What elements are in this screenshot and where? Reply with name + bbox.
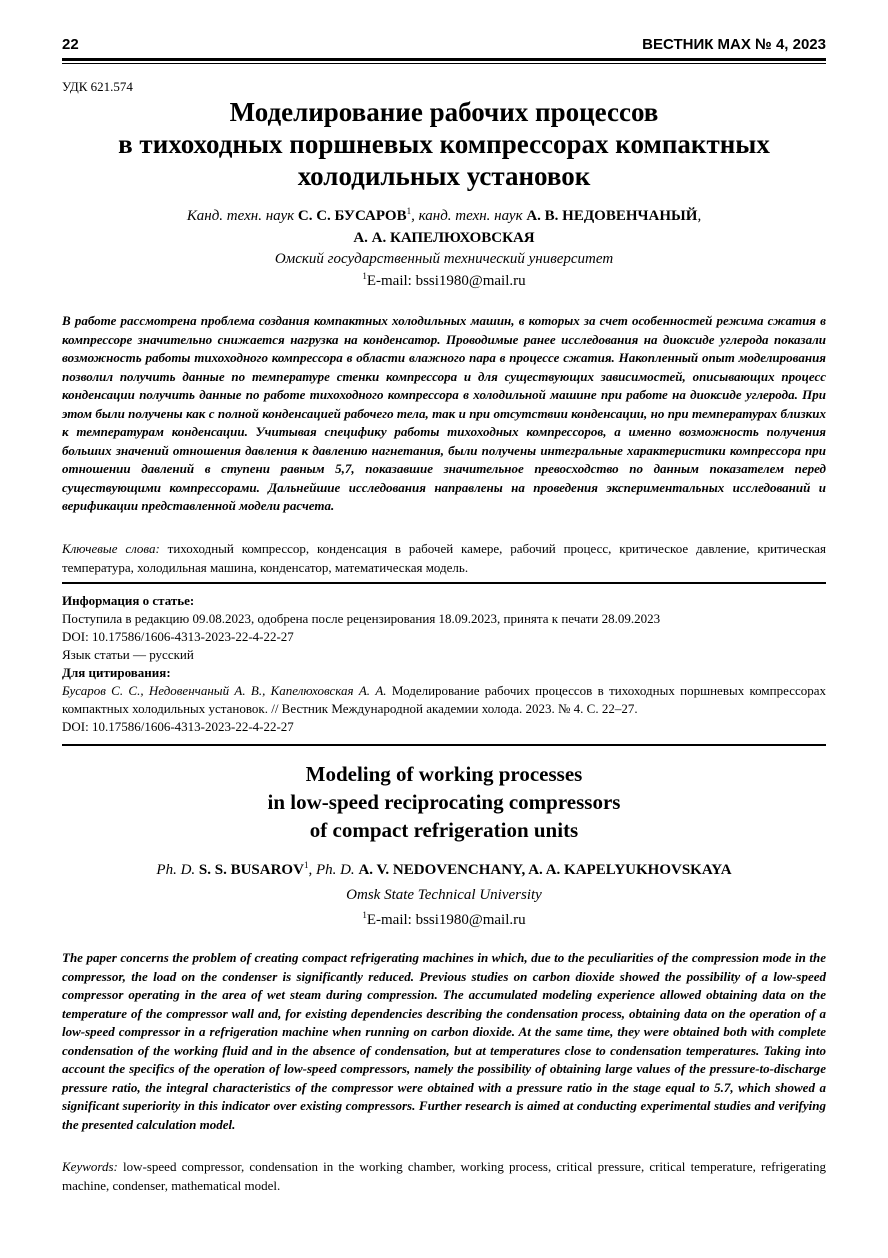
- keywords-text: low-speed compressor, condensation in the working chamber, working process, critical pressure, critical temperature, refrigerating machine, condenser, mathematical model.: [62, 1159, 827, 1193]
- header-rule-thick: [62, 58, 826, 61]
- article-info: [62, 592, 826, 736]
- info-doi[interactable]: DOI: 10.17586/1606-4313-2023-22-4-22-27: [62, 629, 294, 644]
- title-en-line: of compact refrigeration units: [309, 818, 579, 842]
- author-name: S. S. BUSAROV: [198, 862, 304, 878]
- info-language: Язык статьи — русский: [62, 647, 194, 662]
- author-name: A. V. NEDOVENCHANY, A. A. KAPELYUKHOVSKAYA: [358, 862, 732, 878]
- title-ru: [62, 96, 826, 192]
- citation-doi[interactable]: DOI: 10.17586/1606-4313-2023-22-4-22-27: [62, 719, 294, 734]
- keywords-label: Ключевые слова:: [62, 541, 160, 556]
- header-rule-thin: [62, 63, 826, 64]
- title-en: [62, 760, 826, 844]
- keywords-label: Keywords:: [62, 1159, 118, 1174]
- author-name: А. В. НЕДОВЕНЧАНЫЙ: [526, 208, 698, 224]
- info-rule-bottom: [62, 744, 826, 746]
- authors-ru-line-2: [62, 228, 826, 248]
- abstract-en: The paper concerns the problem of creating compact refrigerating machines in which, due to the peculiarities of the compression mode in the compressor, the load on the condenser is significantly reduced. Previous studies on carbon dioxide showed the possibility of a low-speed compressor operating in the area of wet steam during compression. The accumulated modeling experience allowed obtaining data on the temperature of the compressor wall and, for existing dependencies describing the condensation process, obtaining data on the operation of a low-speed compressor in a refrigeration machine when running on carbon dioxide. At the same time, they were obtained both with complete condensation of the working fluid and in the absence of condensation, but at temperatures close to condensation temperatures. Taking into account the specifics of the operation of low-speed compressors, namely the possibility of obtaining large values of the pressure-to-discharge pressure ratio, the integral characteristics of the compressor were obtained with a pressure ratio in the stage equal to 5.7, which showed a significant superiority in this indicator over existing compressors. Further research is aimed at conducting experimental studies and verifying the presented calculation model.: [62, 950, 826, 1132]
- email-link[interactable]: E-mail: bssi1980@mail.ru: [366, 912, 526, 928]
- authors-en: Ph. D. S. S. BUSAROV$^1$, Ph. D. A. V. NEDOVENCHANY, A. A. KAPELYUKHOVSKAYA: [156, 860, 732, 878]
- author-name: А. А. КАПЕЛЮХОВСКАЯ: [353, 230, 535, 246]
- title-en-line: Modeling of working processes: [305, 762, 583, 786]
- author-degree: Канд. техн. наук: [186, 208, 295, 224]
- abstract-ru: В работе рассмотрена проблема создания компактных холодильных машин, в которых за счет особенностей режима сжатия в компрессоре значительно снижается нагрузка на конденсатор. Проводимые ранее исследования на диоксиде углерода показали возможность работы тихоходного компрессора в области влажного пара в процессе сжатия. Накопленный опыт моделирования позволил получить данные по температуре стенки компрессора и для существующих зависимостей, описывающих процесс конденсации получить данные по работе тихоходного компрессора в холодильной машине при работе на диоксиде углерода. При этом были получены как с полной конденсацией рабочего тела, так и при отсутствии конденсации, но при температурах близких к температурам конденсации. Учитывая специфику работы тихоходных компрессоров, а именно возможность получения больших значений отношения давления к давлению нагнетания, были получены интегральные характеристики компрессора при отношении давлений в ступени равным 5,7, показавшие значительное превосходство по данным показателем перед существующими компрессорами. Дальнейшие исследования направлены на проведения экспериментальных исследований и верификации представленной модели расчета.: [62, 313, 826, 513]
- cite-heading: Для цитирования:: [62, 665, 171, 680]
- author-degree: Ph. D.: [315, 862, 355, 878]
- title-ru-line: холодильных установок: [297, 161, 591, 191]
- info-rule-top: [62, 582, 826, 584]
- udk-code: УДК 621.574: [62, 79, 133, 94]
- citation-authors: Бусаров С. С., Недовенчаный А. В., Капелюховская А. А.: [62, 683, 387, 698]
- title-ru-line: Моделирование рабочих процессов: [229, 97, 659, 127]
- authors-ru-line-1: Канд. техн. наук С. С. БУСАРОВ$^1$, канд. техн. наук А. В. НЕДОВЕНЧАНЫЙ,: [186, 206, 702, 224]
- author-affil-sup: 1: [303, 860, 309, 870]
- author-affil-sup: 1: [406, 206, 412, 216]
- email-en: $^1$E-mail: bssi1980@mail.ru: [362, 910, 526, 928]
- info-heading: Информация о статье:: [62, 593, 195, 608]
- affiliation-en: Omsk State Technical University: [346, 887, 542, 903]
- title-ru-line: в тихоходных поршневых компрессорах компактных: [118, 129, 770, 159]
- author-name: С. С. БУСАРОВ: [297, 208, 407, 224]
- info-dates: Поступила в редакцию 09.08.2023, одобрена после рецензирования 18.09.2023, принята к печати 28.09.2023: [62, 611, 661, 626]
- keywords-ru: [62, 540, 826, 577]
- journal-title: ВЕСТНИК МАХ № 4, 2023: [642, 36, 826, 53]
- keywords-text: тихоходный компрессор, конденсация в рабочей камере, рабочий процесс, критическое давление, критическая температура, холодильная машина, конденсатор, математическая модель.: [62, 541, 827, 575]
- page-number: 22: [62, 36, 79, 53]
- citation-text: Моделирование рабочих процессов в тихоходных поршневых компрессорах компактных холодильных установок. // Вестник Международной академии холода. 2023. № 4. С. 22–27.: [62, 683, 827, 716]
- email-ru: $^1$E-mail: bssi1980@mail.ru: [362, 271, 526, 289]
- author-degree: Ph. D.: [156, 862, 196, 878]
- author-degree: канд. техн. наук: [418, 208, 523, 224]
- title-en-line: in low-speed reciprocating compressors: [267, 790, 621, 814]
- citation: [62, 682, 826, 718]
- page-header: [62, 36, 826, 58]
- affiliation-ru: Омский государственный технический университет: [274, 251, 614, 267]
- keywords-en: [62, 1158, 826, 1195]
- email-link[interactable]: E-mail: bssi1980@mail.ru: [366, 273, 526, 289]
